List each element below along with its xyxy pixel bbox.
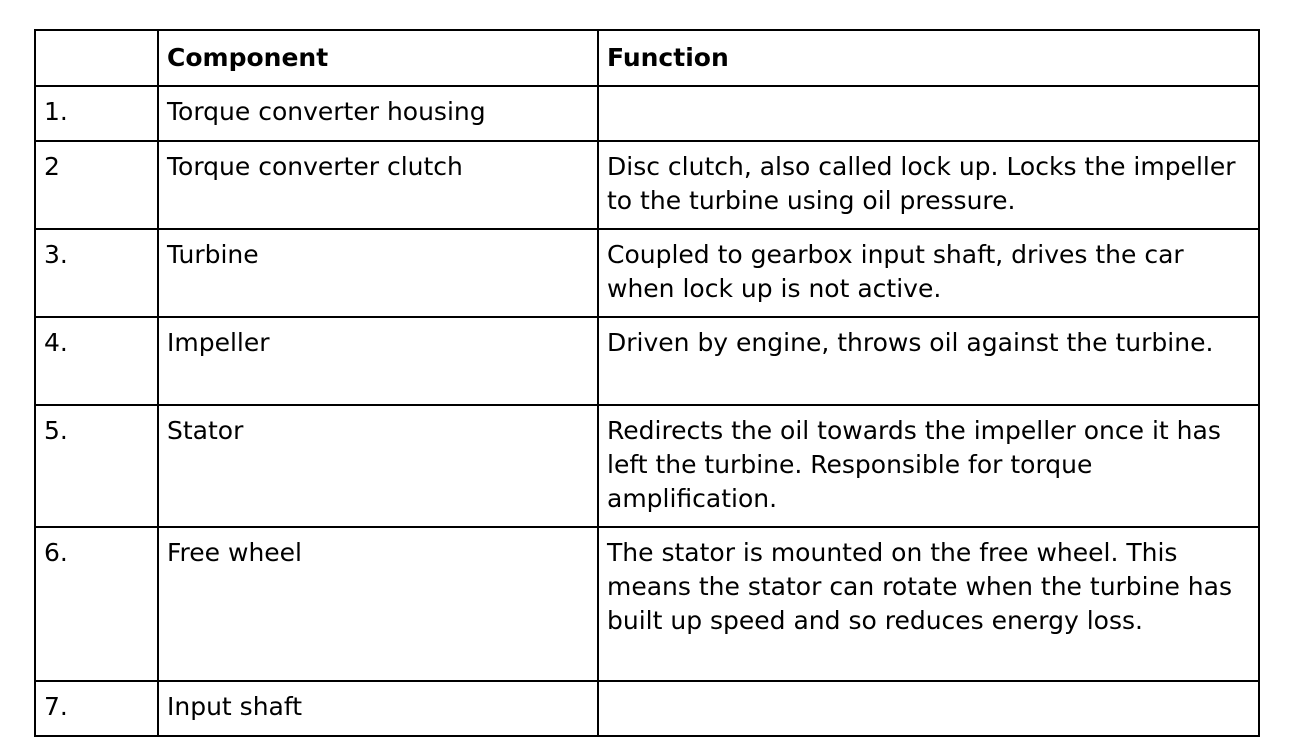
table-row (35, 405, 1259, 527)
row-function: Redirects the oil towards the impeller once it has left the turbine. Responsible for torque amplification. (598, 405, 1259, 527)
row-function: Coupled to gearbox input shaft, drives the car when lock up is not active. (598, 229, 1259, 317)
table-row (35, 527, 1259, 681)
row-component: Turbine (158, 229, 598, 317)
table-header-row (35, 30, 1259, 86)
row-number: 6. (35, 527, 158, 681)
row-component: Free wheel (158, 527, 598, 681)
row-number: 3. (35, 229, 158, 317)
row-number: 5. (35, 405, 158, 527)
table-row (35, 229, 1259, 317)
row-component: Impeller (158, 317, 598, 405)
row-number: 1. (35, 86, 158, 141)
row-component: Stator (158, 405, 598, 527)
row-number: 2 (35, 141, 158, 229)
row-function: The stator is mounted on the free wheel. This means the stator can rotate when the turbine has built up speed and so reduces energy loss. (598, 527, 1259, 681)
row-number: 7. (35, 681, 158, 736)
table-row (35, 141, 1259, 229)
row-function: Disc clutch, also called lock up. Locks the impeller to the turbine using oil pressure. (598, 141, 1259, 229)
row-component: Torque converter clutch (158, 141, 598, 229)
row-number: 4. (35, 317, 158, 405)
header-number (35, 30, 158, 86)
table-row (35, 86, 1259, 141)
row-function (598, 86, 1259, 141)
component-function-table (34, 29, 1260, 737)
row-function: Driven by engine, throws oil against the turbine. (598, 317, 1259, 405)
row-component: Input shaft (158, 681, 598, 736)
header-function: Function (598, 30, 1259, 86)
header-component: Component (158, 30, 598, 86)
table-row (35, 317, 1259, 405)
row-component: Torque converter housing (158, 86, 598, 141)
table-row (35, 681, 1259, 736)
row-function (598, 681, 1259, 736)
